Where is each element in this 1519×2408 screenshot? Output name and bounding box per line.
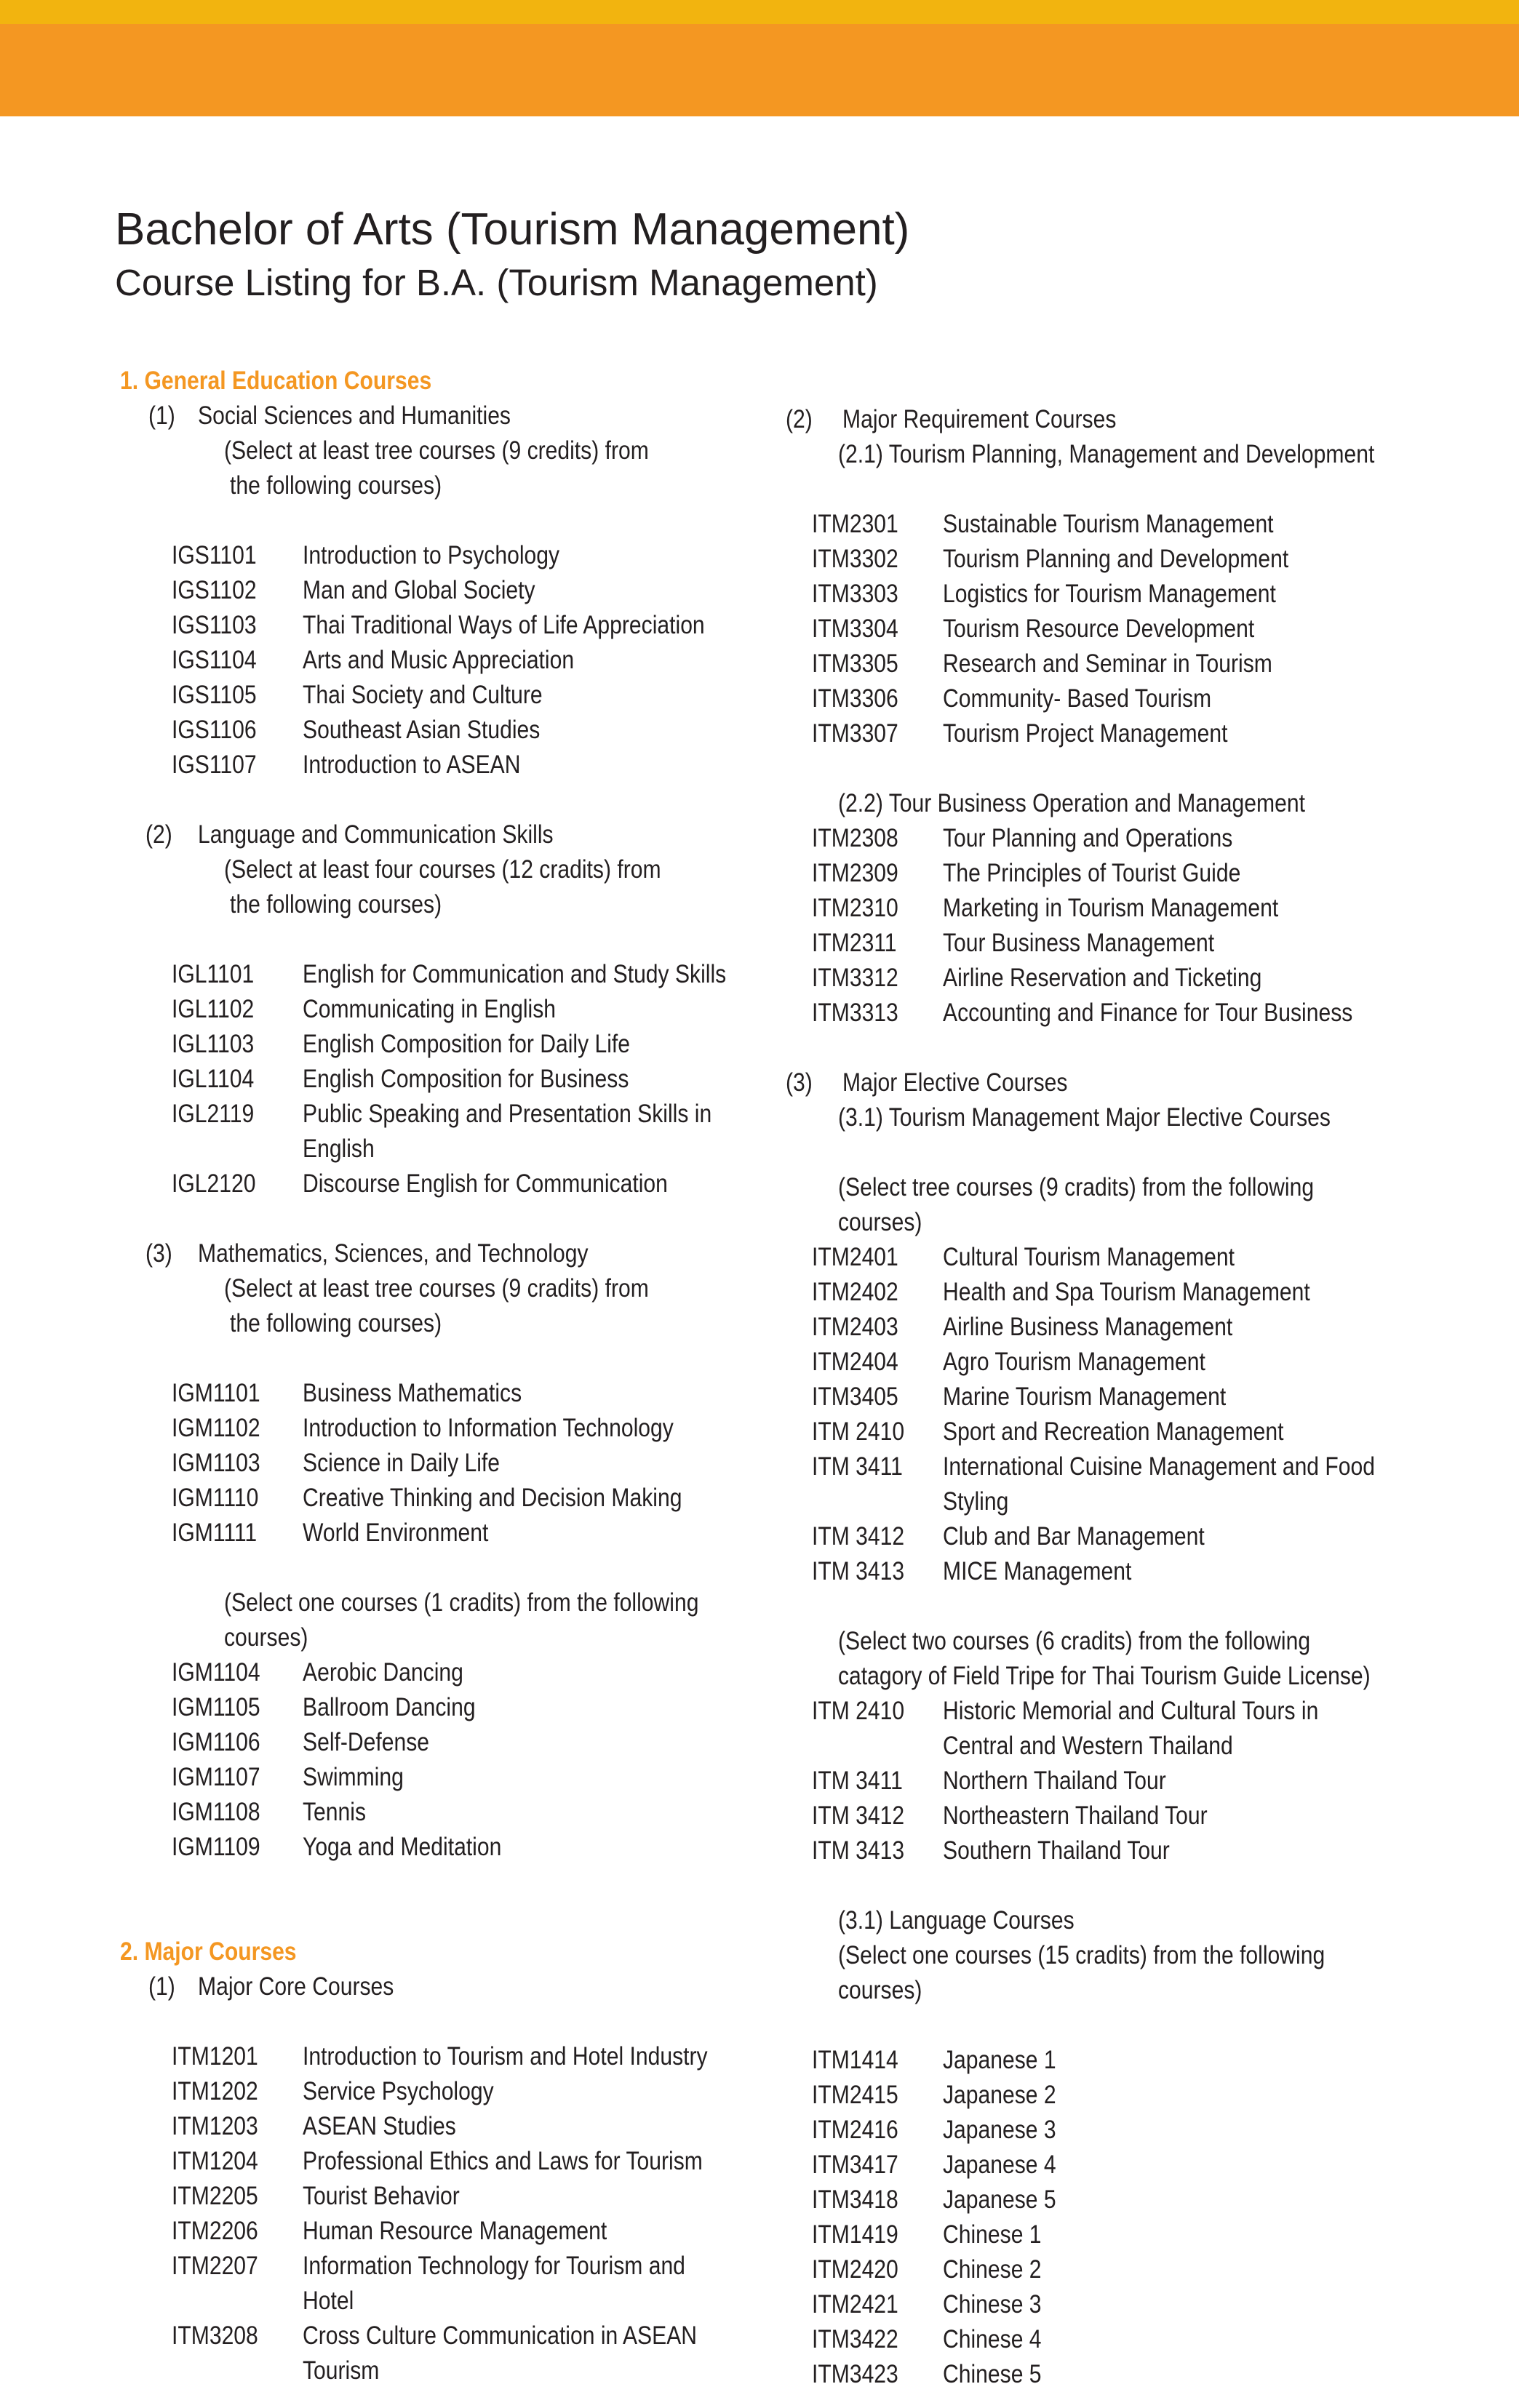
subsubsection-title: (2.1) Tourism Planning, Management and Development	[838, 440, 1375, 468]
course-code: ITM1203	[172, 2112, 258, 2140]
course-code: ITM2311	[812, 929, 897, 957]
course-name: Japanese 1	[943, 2046, 1056, 2074]
course-name: Sustainable Tourism Management	[943, 510, 1274, 538]
section-heading: 2. Major Courses	[120, 1937, 297, 1966]
course-name: Man and Global Society	[303, 576, 535, 604]
course-name: Southeast Asian Studies	[303, 716, 541, 744]
course-name: Tennis	[303, 1798, 367, 1826]
course-name: English	[303, 1135, 375, 1163]
course-code: ITM3208	[172, 2321, 258, 2350]
course-name: Introduction to Information Technology	[303, 1414, 674, 1442]
course-name: Northern Thailand Tour	[943, 1767, 1166, 1795]
course-name: Community- Based Tourism	[943, 684, 1212, 713]
course-code: IGM1107	[172, 1763, 260, 1791]
course-code: IGL1104	[172, 1065, 255, 1093]
subsection-number: (1)	[148, 401, 175, 430]
course-code: ITM2301	[812, 510, 898, 538]
course-name: Chinese 3	[943, 2290, 1042, 2319]
course-name: Ballroom Dancing	[303, 1693, 476, 1721]
subsubsection-title: (3.1) Tourism Management Major Elective Courses	[838, 1103, 1331, 1132]
course-code: IGL1103	[172, 1030, 255, 1058]
course-name: Arts and Music Appreciation	[303, 646, 575, 674]
course-name: Aerobic Dancing	[303, 1658, 463, 1687]
course-name: Chinese 2	[943, 2255, 1042, 2284]
course-name: Chinese 4	[943, 2325, 1042, 2353]
course-name: Chinese 1	[943, 2220, 1042, 2249]
course-code: ITM2309	[812, 859, 898, 887]
subsection-title: Major Requirement Courses	[842, 405, 1117, 433]
subsection-title: Language and Communication Skills	[198, 820, 554, 849]
section-heading: 1. General Education Courses	[120, 367, 432, 395]
course-code: IGM1101	[172, 1379, 260, 1407]
course-name: Logistics for Tourism Management	[943, 580, 1276, 608]
course-code: ITM1201	[172, 2042, 258, 2071]
course-code: IGM1106	[172, 1728, 260, 1756]
course-name: Cross Culture Communication in ASEAN	[303, 2321, 698, 2350]
course-code: ITM3305	[812, 649, 898, 678]
course-name: Chinese 5	[943, 2360, 1042, 2388]
course-name: Science in Daily Life	[303, 1449, 501, 1477]
subsection-title: Major Core Courses	[198, 1972, 394, 2001]
course-name: Communicating in English	[303, 995, 556, 1023]
subsection-title: Major Elective Courses	[842, 1068, 1068, 1097]
course-code: ITM3405	[812, 1383, 898, 1411]
course-code: ITM2421	[812, 2290, 898, 2319]
course-name: Historic Memorial and Cultural Tours in	[943, 1697, 1319, 1725]
course-name: Northeastern Thailand Tour	[943, 1801, 1208, 1830]
course-name: Tour Business Management	[943, 929, 1215, 957]
subsection-number: (1)	[148, 1972, 175, 2001]
selection-note: (Select at least four courses (12 cradits) from	[224, 855, 661, 884]
course-code: ITM 3412	[812, 1522, 905, 1551]
course-name: MICE Management	[943, 1557, 1132, 1585]
course-name: Agro Tourism Management	[943, 1348, 1205, 1376]
course-name: Public Speaking and Presentation Skills in	[303, 1100, 712, 1128]
course-code: IGL2119	[172, 1100, 255, 1128]
selection-note: the following courses)	[230, 890, 442, 919]
selection-note: (Select at least tree courses (9 credits) from	[224, 436, 649, 465]
course-name: Cultural Tourism Management	[943, 1243, 1235, 1271]
selection-note: courses)	[838, 1976, 922, 2004]
course-name: English for Communication and Study Skills	[303, 960, 727, 988]
course-name: Thai Society and Culture	[303, 681, 543, 709]
page-title: Bachelor of Arts (Tourism Management)	[115, 204, 910, 255]
course-code: ITM2310	[812, 894, 898, 922]
course-name: Human Resource Management	[303, 2217, 607, 2245]
course-code: ITM3306	[812, 684, 898, 713]
course-code: IGL1102	[172, 995, 255, 1023]
course-name: Japanese 2	[943, 2081, 1056, 2109]
course-code: ITM 2410	[812, 1417, 905, 1446]
course-code: ITM2205	[172, 2182, 258, 2210]
course-name: Japanese 4	[943, 2151, 1056, 2179]
selection-note: catagory of Field Tripe for Thai Tourism Guide License)	[838, 1662, 1371, 1690]
subsection-number: (2)	[145, 820, 172, 849]
course-name: Tourism Project Management	[943, 719, 1228, 748]
course-name: Yoga and Meditation	[303, 1833, 502, 1861]
selection-note: (Select one courses (15 cradits) from the following	[838, 1941, 1325, 1969]
course-code: ITM3423	[812, 2360, 898, 2388]
subsubsection-title: (3.1) Language Courses	[838, 1906, 1075, 1935]
course-name: Japanese 5	[943, 2185, 1056, 2214]
course-code: ITM1204	[172, 2147, 258, 2175]
course-code: IGM1109	[172, 1833, 260, 1861]
course-code: ITM3302	[812, 545, 898, 573]
course-name: Research and Seminar in Tourism	[943, 649, 1272, 678]
course-name: Southern Thailand Tour	[943, 1836, 1170, 1865]
course-name: Tourism Resource Development	[943, 615, 1255, 643]
subsection-number: (2)	[786, 405, 813, 433]
course-name: Creative Thinking and Decision Making	[303, 1484, 682, 1512]
course-name: Tourist Behavior	[303, 2182, 460, 2210]
course-code: IGM1103	[172, 1449, 260, 1477]
course-code: ITM 3413	[812, 1836, 905, 1865]
course-name: Sport and Recreation Management	[943, 1417, 1284, 1446]
course-code: ITM2206	[172, 2217, 258, 2245]
subsubsection-title: (2.2) Tour Business Operation and Management	[838, 789, 1305, 817]
course-code: ITM3303	[812, 580, 898, 608]
course-name: Tour Planning and Operations	[943, 824, 1233, 852]
course-code: IGM1110	[172, 1484, 259, 1512]
course-code: ITM1202	[172, 2077, 258, 2105]
course-code: ITM3422	[812, 2325, 898, 2353]
course-code: IGS1102	[172, 576, 257, 604]
course-code: IGS1103	[172, 611, 257, 639]
subsection-number: (3)	[786, 1068, 813, 1097]
selection-note: (Select two courses (6 cradits) from the following	[838, 1627, 1311, 1655]
course-name: Discourse English for Communication	[303, 1169, 668, 1198]
course-code: IGL2120	[172, 1169, 256, 1198]
course-name: Business Mathematics	[303, 1379, 522, 1407]
course-name: Introduction to Tourism and Hotel Industry	[303, 2042, 708, 2071]
course-name: Marketing in Tourism Management	[943, 894, 1279, 922]
course-code: IGS1106	[172, 716, 257, 744]
course-code: IGS1101	[172, 541, 257, 569]
course-code: ITM1414	[812, 2046, 898, 2074]
course-name: International Cuisine Management and Food	[943, 1452, 1376, 1481]
course-name: Introduction to Psychology	[303, 541, 560, 569]
course-code: ITM2308	[812, 824, 898, 852]
course-code: ITM2402	[812, 1278, 898, 1306]
course-name: Introduction to ASEAN	[303, 751, 521, 779]
course-name: Marine Tourism Management	[943, 1383, 1227, 1411]
selection-note: courses)	[838, 1208, 922, 1236]
course-code: ITM1419	[812, 2220, 898, 2249]
course-name: Tourism	[303, 2356, 380, 2385]
course-code: ITM2404	[812, 1348, 898, 1376]
subsection-number: (3)	[145, 1239, 172, 1268]
course-code: IGM1104	[172, 1658, 260, 1687]
course-code: ITM2401	[812, 1243, 898, 1271]
course-name: Central and Western Thailand	[943, 1732, 1233, 1760]
subsection-title: Social Sciences and Humanities	[198, 401, 511, 430]
course-code: ITM 2410	[812, 1697, 905, 1725]
course-code: ITM3307	[812, 719, 898, 748]
course-code: ITM3304	[812, 615, 898, 643]
selection-note: the following courses)	[230, 1309, 442, 1337]
header-band-orange	[0, 24, 1519, 116]
course-code: ITM3418	[812, 2185, 898, 2214]
course-name: Service Psychology	[303, 2077, 494, 2105]
course-name: The Principles of Tourist Guide	[943, 859, 1241, 887]
course-name: Swimming	[303, 1763, 404, 1791]
course-code: ITM3417	[812, 2151, 898, 2179]
subsection-title: Mathematics, Sciences, and Technology	[198, 1239, 589, 1268]
course-code: ITM 3411	[812, 1767, 903, 1795]
course-code: ITM2403	[812, 1313, 898, 1341]
course-name: Japanese 3	[943, 2116, 1056, 2144]
course-code: ITM2416	[812, 2116, 898, 2144]
course-code: ITM3313	[812, 999, 898, 1027]
course-code: IGM1108	[172, 1798, 260, 1826]
page-subtitle: Course Listing for B.A. (Tourism Management)	[115, 262, 878, 303]
selection-note: (Select at least tree courses (9 cradits) from	[224, 1274, 649, 1303]
course-code: ITM2415	[812, 2081, 898, 2109]
course-name: World Environment	[303, 1519, 489, 1547]
course-name: Styling	[943, 1487, 1009, 1516]
course-name: Health and Spa Tourism Management	[943, 1278, 1310, 1306]
selection-note: (Select tree courses (9 cradits) from the following	[838, 1173, 1315, 1201]
course-name: Accounting and Finance for Tour Business	[943, 999, 1353, 1027]
course-name: Information Technology for Tourism and	[303, 2252, 685, 2280]
course-name: Airline Reservation and Ticketing	[943, 964, 1262, 992]
course-name: Airline Business Management	[943, 1313, 1233, 1341]
selection-note: the following courses)	[230, 471, 442, 500]
course-name: Hotel	[303, 2287, 354, 2315]
course-code: IGL1101	[172, 960, 255, 988]
course-code: ITM3312	[812, 964, 898, 992]
course-code: ITM 3412	[812, 1801, 905, 1830]
course-code: IGM1102	[172, 1414, 260, 1442]
course-code: ITM2420	[812, 2255, 898, 2284]
course-name: Self-Defense	[303, 1728, 430, 1756]
course-name: Club and Bar Management	[943, 1522, 1205, 1551]
course-code: IGS1107	[172, 751, 257, 779]
course-name: Tourism Planning and Development	[943, 545, 1289, 573]
course-code: IGS1105	[172, 681, 257, 709]
course-name: English Composition for Daily Life	[303, 1030, 631, 1058]
header-band-yellow	[0, 0, 1519, 24]
course-code: IGM1111	[172, 1519, 258, 1547]
course-name: Thai Traditional Ways of Life Appreciation	[303, 611, 705, 639]
course-code: IGM1105	[172, 1693, 260, 1721]
course-name: ASEAN Studies	[303, 2112, 456, 2140]
course-code: ITM 3413	[812, 1557, 905, 1585]
selection-note: courses)	[224, 1623, 308, 1652]
course-name: English Composition for Business	[303, 1065, 629, 1093]
course-name: Professional Ethics and Laws for Tourism	[303, 2147, 703, 2175]
course-code: ITM 3411	[812, 1452, 903, 1481]
course-code: IGS1104	[172, 646, 257, 674]
course-code: ITM2207	[172, 2252, 258, 2280]
selection-note: (Select one courses (1 cradits) from the following	[224, 1588, 699, 1617]
